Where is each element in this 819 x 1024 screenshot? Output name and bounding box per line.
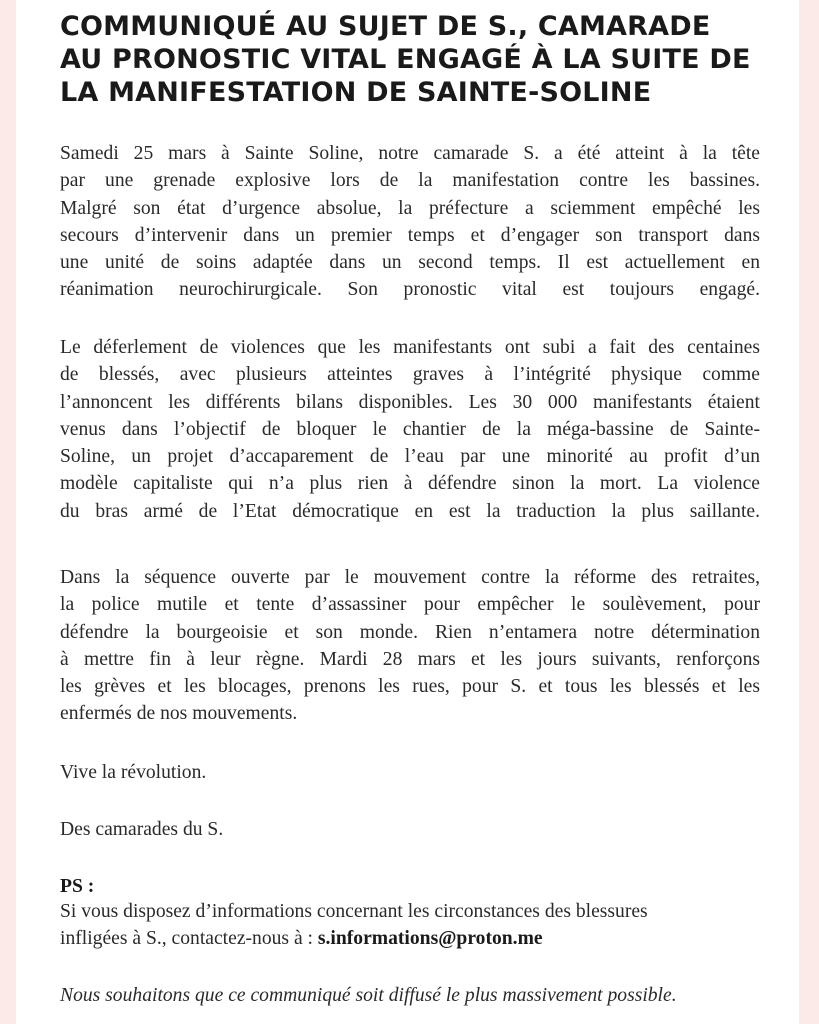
ps-line: Si vous disposez d’informations concernant les circonstances des blessures xyxy=(60,901,648,922)
text-line: la police mutile et tente d’assassiner pour empêcher le soulèvement, pour xyxy=(60,594,760,616)
contact-email[interactable]: s.informations@proton.me xyxy=(317,928,543,950)
text-line: Soline, un projet d’accaparement de l’eau par une minorité au profit d’un xyxy=(60,446,760,468)
text-line: les grèves et les blocages, prenons les rues, pour S. et tous les blessés et les xyxy=(60,676,760,698)
ps-line-prefix: infligées à S., contactez-nous à : xyxy=(60,928,318,950)
ps-line xyxy=(60,925,760,952)
text-line: du bras armé de l’Etat démocratique en est la traduction la plus saillante. xyxy=(60,500,760,522)
text-line: venus dans l’objectif de bloquer le chantier de la méga-bassine de Sainte- xyxy=(60,418,760,440)
title-line: AU PRONOSTIC VITAL ENGAGÉ À LA SUITE DE xyxy=(60,44,751,75)
text-line: défendre la bourgeoisie et son monde. Rien n’entamera notre détermination xyxy=(60,621,760,643)
text-line: une unité de soins adaptée dans un second temps. Il est actuellement en xyxy=(60,252,760,274)
text-line: secours d’intervenir dans un premier temps et d’engager son transport dans xyxy=(60,224,760,246)
text-line: Le déferlement de violences que les manifestants ont subi a fait des centaines xyxy=(60,337,760,358)
text-line: de blessés, avec plusieurs atteintes graves à l’intégrité physique comme xyxy=(60,364,760,386)
text-line: réanimation neurochirurgicale. Son pronostic vital est toujours engagé. xyxy=(60,279,760,301)
title-line: LA MANIFESTATION DE SAINTE-SOLINE xyxy=(60,77,652,108)
document-page xyxy=(16,0,799,1024)
text-line: modèle capitaliste qui n’a plus rien à défendre sinon la mort. La violence xyxy=(60,473,760,495)
text-line: Samedi 25 mars à Sainte Soline, notre camarade S. a été atteint à la tête xyxy=(60,143,760,164)
text-line: par une grenade explosive lors de la manifestation contre les bassines. xyxy=(60,170,760,192)
signature: Des camarades du S. xyxy=(60,819,224,840)
paragraph-incident xyxy=(60,140,760,304)
slogan: Vive la révolution. xyxy=(60,762,207,783)
ps-text xyxy=(60,898,760,953)
text-line: Malgré son état d’urgence absolue, la préfecture a sciemment empêché les xyxy=(60,197,760,219)
title-line: COMMUNIQUÉ AU SUJET DE S., CAMARADE xyxy=(60,11,711,42)
text-line: l’annoncent les différents bilans disponibles. Les 30 000 manifestants étaient xyxy=(60,391,760,413)
ps-label: PS : xyxy=(60,876,95,897)
text-line: enfermés de nos mouvements. xyxy=(60,703,298,725)
text-line: à mettre fin à leur règne. Mardi 28 mars et les jours suivants, renforçons xyxy=(60,648,760,670)
text-line: Dans la séquence ouverte par le mouvement contre la réforme des retraites, xyxy=(60,567,760,588)
paragraph-violence xyxy=(60,334,760,525)
paragraph-call-to-action xyxy=(60,564,760,728)
closing-note: Nous souhaitons que ce communiqué soit diffusé le plus massivement possible. xyxy=(60,985,677,1006)
page-title xyxy=(60,10,760,109)
